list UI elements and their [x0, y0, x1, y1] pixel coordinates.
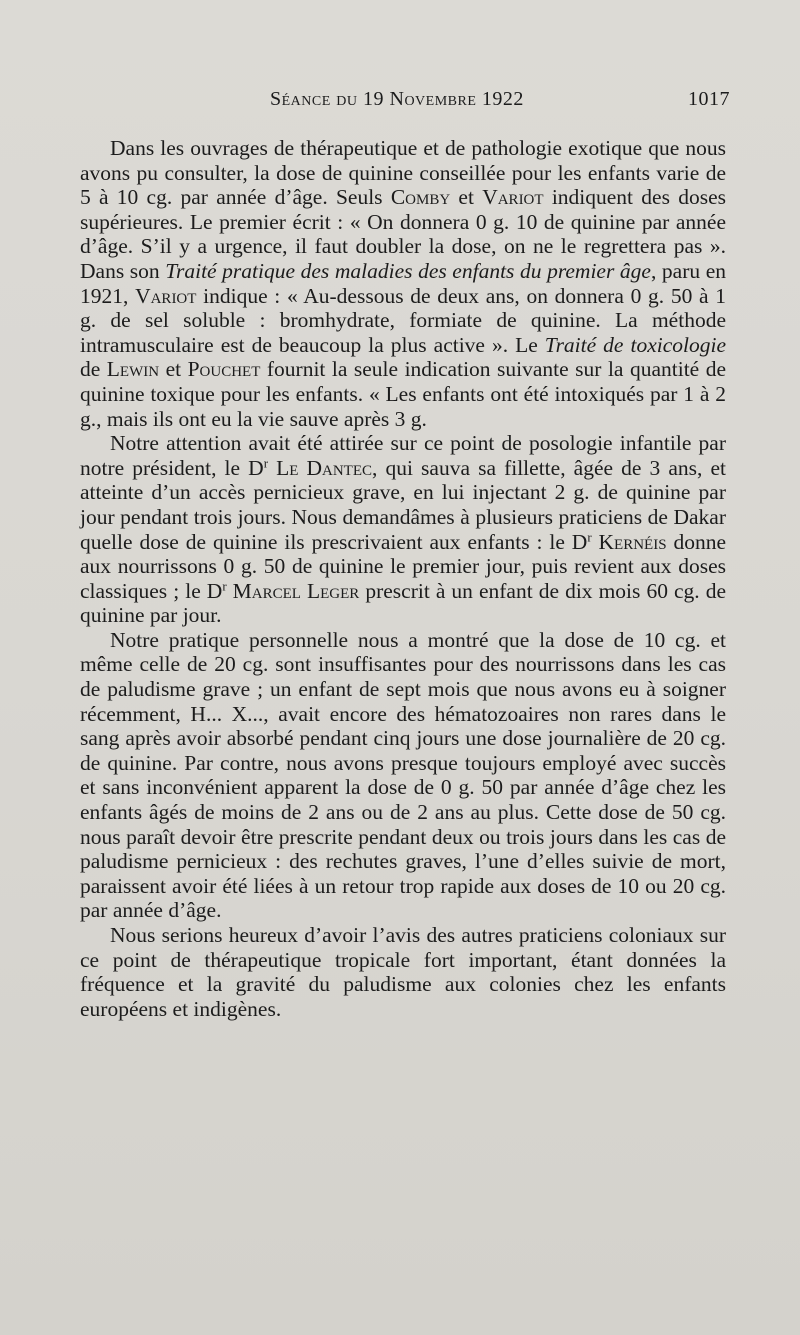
running-head-title: Séance du 19 Novembre 1922 [270, 88, 524, 110]
book-title: Traité pratique des maladies des enfants du premier âge [165, 258, 651, 283]
text-run: Dans les ouvrages de thérapeutique et de pathologie exotique que nous avons pu consulter, la dose de quinine conseillée pour les enfants varie de 5 à 10 cg. par année d’âge. Seuls [80, 136, 726, 210]
text-run: fournit la seule indication suivante sur la quantité de quinine toxique pour les enfants. « Les enfants ont été intoxiqués par 1 à 2 g., mais ils ont eu la vie sauve après 3 g. [80, 357, 726, 431]
author-name: Comby [390, 185, 451, 210]
author-name: Marcel Leger [232, 578, 360, 603]
author-name: Lewin [106, 357, 160, 382]
text-run: Notre attention avait été attirée sur ce point de posologie infantile par notre président, le D [80, 431, 726, 480]
superscript: r [222, 578, 227, 593]
text-run: , qui sauva sa fillette, âgée de 3 ans, et atteinte d’un accès pernicieux grave, en lui injectant 2 g. de quinine par jour pendant trois jours. Nous demandâmes à plusieurs praticiens de Dakar quelle dose de quinine ils prescrivaient aux enfants : le D [80, 455, 727, 554]
text-run: indiquent des doses supérieures. Le premier écrit : « On donnera 0 g. 10 de quinine par année d’âge. S’il y a urgence, il faut doubler la dose, on ne le regrettera pas ». Dans son [80, 185, 726, 283]
author-name: Pouchet [187, 357, 261, 382]
text-run: de [80, 357, 107, 382]
author-name: Variot [482, 185, 544, 210]
text-run: , paru en 1921, [80, 258, 726, 308]
body-text [80, 136, 726, 1021]
text-run: et [450, 185, 483, 210]
superscript: r [587, 529, 592, 544]
paragraph-3: Notre pratique personnelle nous a montré que la dose de 10 cg. et même celle de 20 cg. sont insuffisantes pour des nourrissons dans les cas de paludisme grave ; un enfant de sept mois que nous avons eu à soigner récemment, H... X..., avait encore des hématozoaires non rares dans le sang après avoir absorbé pendant cinq jours une dose journalière de 20 cg. de quinine. Par contre, nous avons presque toujours employé avec succès et sans inconvénient apparent la dose de 0 g. 50 par année d’âge chez les enfants âgés de moins de 2 ans ou de 2 ans au plus. Cette dose de 50 cg. nous paraît devoir être prescrite pendant deux ou trois jours dans les cas de paludisme pernicieux : des rechutes graves, l’une d’elles suivie de mort, paraissent avoir été liées à un retour trop rapide aux doses de 10 ou 20 cg. par année d’âge. [80, 627, 726, 923]
author-name: Variot [135, 283, 197, 308]
book-title: Traité de toxicologie [544, 332, 726, 357]
text-run: donne aux nourrissons 0 g. 50 de quinine le premier jour, puis revient aux doses classiques ; le D [80, 529, 727, 603]
text-run: indique : « Au-dessous de deux ans, on donnera 0 g. 50 à 1 g. de sel soluble : bromhydrate, formiate de quinine. La méthode intramusculaire est de beaucoup la plus active ». Le [80, 283, 727, 357]
page-number: 1017 [688, 88, 730, 110]
text-run: prescrit à un enfant de dix mois 60 cg. de quinine par jour. [80, 578, 726, 628]
paragraph-4: Nous serions heureux d’avoir l’avis des autres praticiens coloniaux sur ce point de thérapeutique tropicale fort important, étant données la fréquence et la gravité du paludisme aux colonies chez les enfants européens et indigènes. [80, 923, 726, 1021]
text-run: et [159, 357, 188, 382]
author-name: Le Dantec [276, 455, 372, 480]
paragraph-1 [80, 136, 726, 431]
superscript: r [263, 455, 268, 470]
paragraph-2 [80, 431, 726, 628]
author-name: Kernéis [598, 529, 667, 554]
